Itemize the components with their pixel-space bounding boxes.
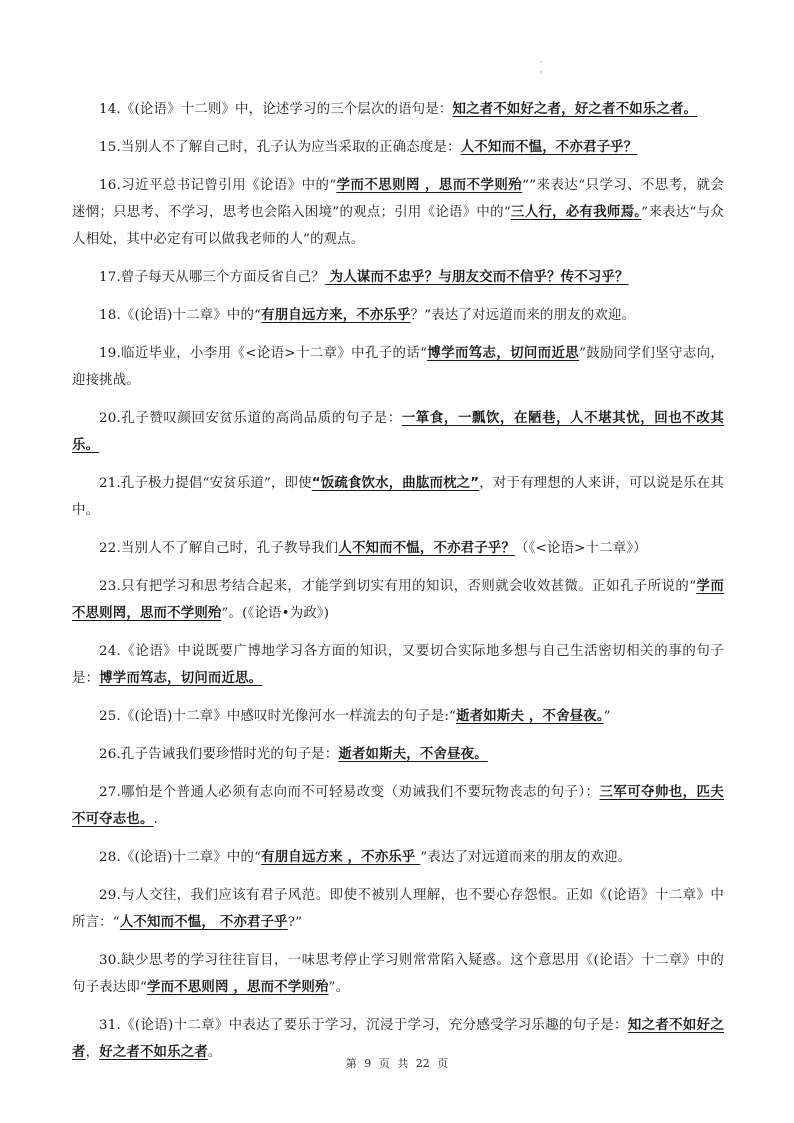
answer-text: 三军可夺帅也，匹夫不可夺志也。 — [72, 785, 724, 827]
answer-text: 知之者不如好之者 — [72, 1018, 724, 1060]
question-text: 哪怕是个普通人必须有志向而不可轻易改变（劝诫我们不要玩物丧志的句子）： — [120, 785, 600, 800]
question-text: 曾子每天从哪三个方面反省自己？ — [120, 270, 325, 285]
question-item — [72, 470, 724, 524]
question-item — [72, 844, 724, 871]
answer-text: 一箪食，一瓢饮，在陋巷，人不堪其忧，回也不改其乐。 — [72, 411, 724, 453]
answer-text: “饭疏食饮水，曲肱而枕之” — [311, 476, 480, 491]
answer-text: 知之者不如好之者，好之者不如乐之者。 — [452, 102, 698, 117]
question-text: 《(论语)十二章》中感叹时光像河水一样流去的句子是:“ — [120, 709, 457, 724]
answer-text: 博学而笃志，切问而近思 — [427, 346, 580, 361]
answer-text: 人不知而不愠，不亦君子乎？ — [338, 541, 516, 556]
question-text: . — [153, 812, 159, 827]
answer-text: 学而不思则罔 ，思而不学则殆 — [336, 178, 523, 193]
question-item — [72, 302, 724, 329]
header-dots: · · — [539, 58, 543, 77]
question-number: 29. — [99, 888, 121, 903]
question-number: 24. — [99, 644, 121, 659]
question-text: ””来表达“只学习、不思考，就会迷惘；只思考、不学习，思考也会陷入困境”的观点；引用《论语》中的“ — [72, 178, 724, 220]
question-text: 《(论语)十二章》中的“ — [120, 308, 262, 323]
question-text: 《论语》中说既要广博地学习各方面的知识，又要切合实际地多想与自己生活密切相关的事的句子是： — [72, 644, 724, 686]
question-text: 《(论语》十二则》中，论述学习的三个层次的语句是： — [120, 102, 453, 117]
question-text: ?” — [287, 915, 303, 930]
question-text: ， — [85, 1045, 100, 1060]
question-text: 缺少思考的学习往往盲目，一味思考停止学习则常常陷入疑惑。这个意思用《(论语〉十二章》中的句子表达即“ — [72, 953, 724, 995]
answer-text: 人不知而不愠， 不亦君子乎 — [119, 915, 288, 930]
answer-text: 学而不思则罔 ，思而不学则殆 — [147, 980, 329, 995]
question-item — [72, 779, 724, 833]
question-text: ”鼓励同学们坚守志向，迎接挑战。 — [72, 346, 724, 388]
question-text: 孔子赞叹颜回安贫乐道的高尚品质的句子是： — [120, 411, 402, 426]
question-text: ” — [603, 709, 611, 724]
question-number: 18. — [99, 308, 121, 323]
question-number: 20. — [99, 411, 121, 426]
question-text: 当别人不了解自己时，孔子教导我们 — [120, 541, 339, 556]
question-item — [72, 573, 724, 627]
question-text: ？”表达了对远道而来的朋友的欢迎。 — [410, 308, 636, 323]
question-item — [72, 947, 724, 1001]
question-text: 。 — [207, 1045, 222, 1060]
question-number: 28. — [99, 850, 121, 865]
answer-text: 有朋自远方来，不亦乐乎 — [261, 308, 411, 323]
question-item — [72, 405, 724, 459]
answer-text: 学而不思则罔，思而不学则殆 — [72, 579, 724, 621]
question-text: 习近平总书记曾引用《论语》中的“ — [120, 178, 337, 193]
question-item — [72, 882, 724, 936]
question-number: 16. — [99, 178, 121, 193]
question-text: 孔子告诫我们要珍惜时光的句子是： — [120, 747, 339, 762]
question-text: （《<论语>十二章》） — [515, 541, 647, 556]
question-text: ”。(《论语•为政》) — [221, 606, 330, 621]
question-number: 27. — [99, 785, 121, 800]
question-text: ”来表达“与众人相处，其中必定有可以做我老师的人”的观点。 — [72, 205, 724, 247]
question-number: 22. — [99, 541, 121, 556]
question-list — [72, 96, 724, 1077]
question-item — [72, 96, 724, 123]
question-text: 《(论语)十二章》中表达了要乐于学习，沉浸于学习，充分感受学习乐趣的句子是： — [120, 1018, 628, 1033]
question-item — [72, 134, 724, 161]
question-text: ，对于有理想的人来讲，可以说是乐在其中。 — [72, 476, 724, 518]
question-item — [72, 172, 724, 253]
question-text: ”。 — [328, 980, 350, 995]
question-number: 31. — [99, 1018, 121, 1033]
answer-text: 博学而笃志，切问而近思。 — [99, 671, 263, 686]
answer-text: 为人谋而不忠乎？与朋友交而不信乎？传不习乎？ — [324, 270, 629, 285]
question-number: 17. — [99, 270, 121, 285]
answer-text: 好之者不如乐之者 — [99, 1045, 208, 1060]
question-number: 26. — [99, 747, 121, 762]
question-item — [72, 703, 724, 730]
question-item — [72, 741, 724, 768]
question-number: 23. — [99, 579, 121, 594]
question-text: ”表达了对远道而来的朋友的欢迎。 — [420, 850, 632, 865]
question-text: 与人交往，我们应该有君子风范。即使不被别人理解，也不要心存怨恨。正如《(论语》十二章》中所言：“ — [72, 888, 724, 930]
question-item — [72, 638, 724, 692]
question-number: 25. — [99, 709, 121, 724]
answer-text: 人不知而不愠，不亦君子乎？ — [460, 140, 638, 155]
page-footer: 第 9 页 共 22 页 — [345, 1057, 449, 1070]
question-text: 当别人不了解自己时，孔子认为应当采取的正确态度是： — [120, 140, 461, 155]
question-text: 《(论语)十二章》中的“ — [120, 850, 262, 865]
answer-text: 逝者如斯夫 ，不舍昼夜。 — [456, 709, 604, 724]
question-number: 21. — [99, 476, 121, 491]
question-number: 14. — [99, 102, 121, 117]
question-item — [72, 340, 724, 394]
answer-text: 逝者如斯夫，不舍昼夜。 — [338, 747, 488, 762]
question-number: 30. — [99, 953, 121, 968]
answer-text: 有朋自远方来 ，不亦乐乎 — [261, 850, 421, 865]
question-item — [72, 264, 724, 291]
question-item — [72, 535, 724, 562]
answer-text: 三人行，必有我师焉。 — [510, 205, 642, 220]
question-text: 只有把学习和思考结合起来，才能学到切实有用的知识，否则就会收效甚微。正如孔子所说的“ — [120, 579, 697, 594]
question-text: 孔子极力提倡“安贫乐道”，即使 — [120, 476, 312, 491]
question-number: 19. — [99, 346, 121, 361]
question-text: 临近毕业，小李用《<论语>十二章》中孔子的话“ — [120, 346, 428, 361]
question-number: 15. — [99, 140, 121, 155]
